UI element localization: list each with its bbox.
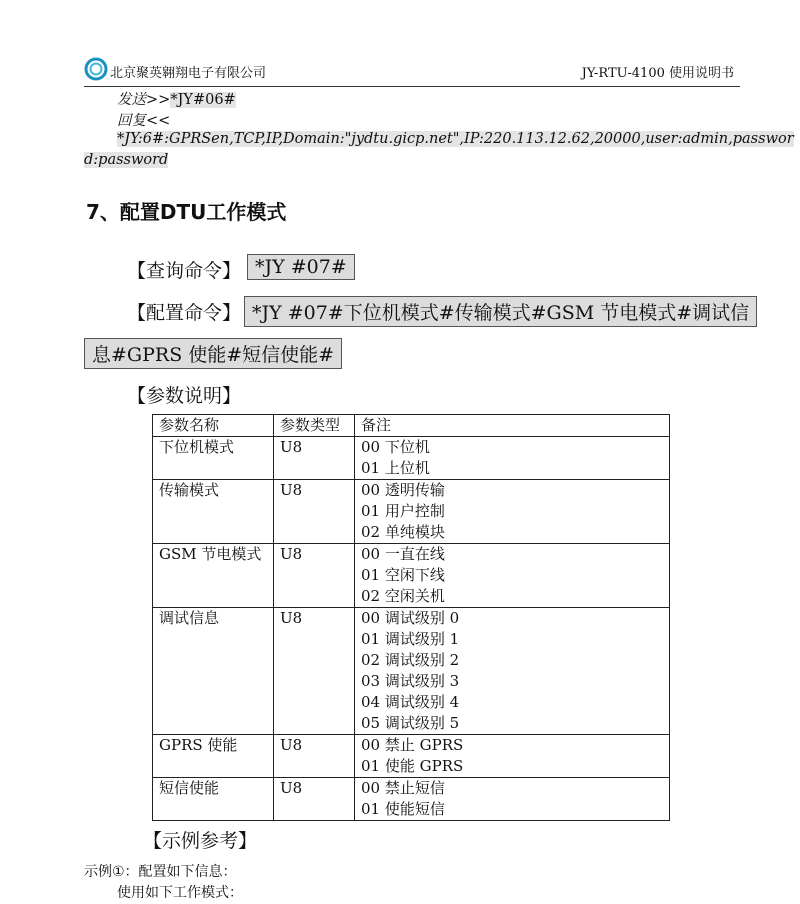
- header-type: 参数类型: [274, 415, 355, 437]
- note-line: 00 下位机: [361, 438, 430, 456]
- table-row: [153, 778, 670, 821]
- param-name-cell: 短信使能: [153, 778, 274, 821]
- param-notes-cell: [355, 735, 670, 778]
- table-row: [153, 735, 670, 778]
- note-line: 02 空闲关机: [361, 587, 445, 605]
- header-notes: 备注: [355, 415, 670, 437]
- document-title: JY-RTU-4100 使用说明书: [581, 66, 734, 81]
- note-line: 02 单纯模块: [361, 523, 445, 541]
- reply-line-2: [84, 152, 168, 168]
- param-notes-cell: [355, 437, 670, 480]
- config-command-box-1: *JY #07#下位机模式#传输模式#GSM 节电模式#调试信: [244, 296, 757, 327]
- param-type-cell: U8: [274, 544, 355, 608]
- param-type-cell: U8: [274, 437, 355, 480]
- note-line: 01 用户控制: [361, 502, 445, 520]
- table-row: [153, 608, 670, 735]
- param-type-cell: U8: [274, 735, 355, 778]
- param-type-cell: U8: [274, 778, 355, 821]
- param-notes-cell: [355, 544, 670, 608]
- send-line: [117, 88, 236, 109]
- note-line: 00 禁止短信: [361, 779, 445, 797]
- param-notes-cell: [355, 480, 670, 544]
- table-row: [153, 480, 670, 544]
- note-line: 00 调试级别 0: [361, 609, 460, 627]
- param-notes-cell: [355, 608, 670, 735]
- params-label: 【参数说明】: [127, 385, 242, 407]
- note-line: 01 空闲下线: [361, 566, 445, 584]
- query-command-box: *JY #07#: [247, 254, 355, 280]
- note-line: 00 一直在线: [361, 545, 445, 563]
- config-command-box-2: 息#GPRS 使能#短信使能#: [84, 338, 342, 369]
- table-row: [153, 437, 670, 480]
- note-line: 03 调试级别 3: [361, 672, 460, 690]
- note-line: 04 调试级别 4: [361, 693, 460, 711]
- reply-text-1: *JY:6#:GPRSen,TCP,IP,Domain:"jydtu.gicp.net",IP:220.113.12.62,20000,user:admin,passwor: [117, 131, 794, 147]
- company-name: 北京聚英翱翔电子有限公司: [110, 66, 267, 81]
- note-line: 00 禁止 GPRS: [361, 736, 464, 754]
- param-name-cell: 下位机模式: [153, 437, 274, 480]
- note-line: 02 调试级别 2: [361, 651, 460, 669]
- params-table: [152, 414, 670, 821]
- reply-label: 回复<<: [117, 113, 171, 129]
- example-label: 【示例参考】: [143, 830, 258, 852]
- send-prefix: 发送>>: [117, 92, 171, 108]
- param-type-cell: U8: [274, 480, 355, 544]
- param-name-cell: 传输模式: [153, 480, 274, 544]
- reply-text-2: d:password: [84, 152, 169, 168]
- param-name-cell: GSM 节电模式: [153, 544, 274, 608]
- param-name-cell: 调试信息: [153, 608, 274, 735]
- param-name-cell: GPRS 使能: [153, 735, 274, 778]
- note-line: 05 调试级别 5: [361, 714, 460, 732]
- example-line-1: 示例①：配置如下信息：: [84, 864, 237, 880]
- example-line-2: 使用如下工作模式：: [117, 885, 243, 901]
- note-line: 01 使能 GPRS: [361, 757, 464, 775]
- note-line: 01 上位机: [361, 459, 430, 477]
- page-header: [84, 56, 740, 87]
- query-label: 【查询命令】: [127, 260, 242, 282]
- section-title: 7、配置DTU工作模式: [86, 200, 287, 224]
- param-type-cell: U8: [274, 608, 355, 735]
- header-name: 参数名称: [153, 415, 274, 437]
- reply-line-1: [117, 131, 794, 147]
- config-label: 【配置命令】: [127, 302, 242, 324]
- note-line: 01 调试级别 1: [361, 630, 460, 648]
- note-line: 01 使能短信: [361, 800, 445, 818]
- table-header-row: [153, 415, 670, 437]
- param-notes-cell: [355, 778, 670, 821]
- table-row: [153, 544, 670, 608]
- send-command: *JY#06#: [170, 92, 236, 108]
- ring-logo-icon: [84, 57, 108, 81]
- note-line: 00 透明传输: [361, 481, 445, 499]
